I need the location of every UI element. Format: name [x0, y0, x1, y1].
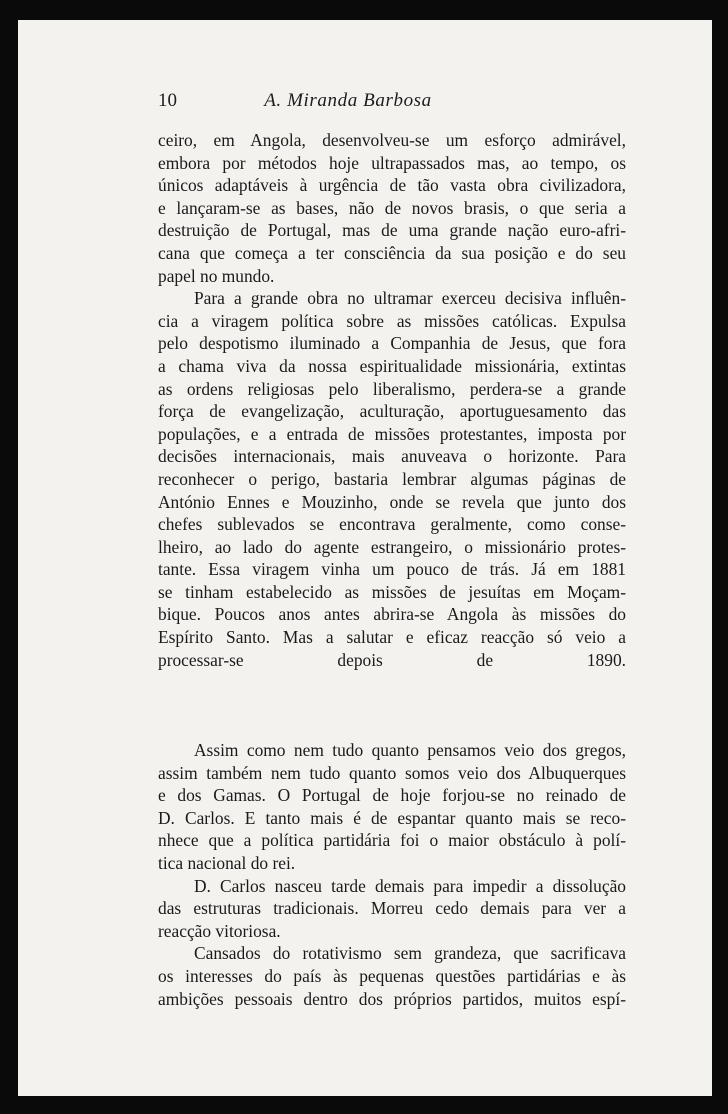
text-line: embora por métodos hoje ultrapassados mas, ao tempo, os	[158, 152, 626, 173]
text-line: assim também nem tudo quanto somos veio dos Albuquerques	[158, 762, 626, 783]
text-line: ceiro, em Angola, desenvolveu-se um esforço admirável,	[158, 130, 626, 150]
text-line: tante. Essa viragem vinha um pouco de trás. Já em 1881	[158, 559, 626, 580]
text-line: chefes sublevados se encontrava geralmente, como conse-	[158, 514, 626, 535]
text-line: e lançaram-se as bases, não de novos brasis, o que seria a	[158, 197, 626, 218]
text-line: ambições pessoais dentro dos próprios partidos, muitos espí-	[158, 988, 626, 1009]
paragraph	[158, 129, 626, 287]
text-line: cia a viragem política sobre as missões católicas. Expulsa	[158, 310, 626, 331]
text-line: destruição de Portugal, mas de uma grande nação euro-afri-	[158, 220, 626, 241]
text-line: nhece que a política partidária foi o maior obstáculo à polí-	[158, 830, 626, 851]
page-number: 10	[158, 90, 177, 111]
text-line: populações, e a entrada de missões protestantes, imposta por	[158, 423, 626, 444]
book-page	[18, 20, 712, 1096]
text-line: das estruturas tradicionais. Morreu cedo demais para ver a	[158, 898, 626, 919]
text-line: os interesses do país às pequenas questões partidárias e às	[158, 965, 626, 986]
text-line: se tinham estabelecido as missões de jesuítas em Moçam-	[158, 581, 626, 602]
text-line: cana que começa a ter consciência da sua posição e do seu	[158, 242, 626, 263]
text-line: decisões internacionais, mais anuveava o horizonte. Para	[158, 446, 626, 467]
text-line: Cansados do rotativismo sem grandeza, que sacrificava	[194, 943, 626, 964]
text-line: reacção vitoriosa.	[158, 920, 281, 941]
text-line: D. Carlos nasceu tarde demais para impedir a dissolução	[194, 875, 626, 896]
text-line: força de evangelização, aculturação, aportuguesamento das	[158, 401, 626, 422]
text-line: a chama viva da nossa espiritualidade missionária, extintas	[158, 355, 626, 376]
text-line: tica nacional do rei.	[158, 853, 296, 873]
text-line: Espírito Santo. Mas a salutar e eficaz reacção só veio a	[158, 627, 626, 648]
text-line	[158, 694, 626, 717]
running-title: A. Miranda Barbosa	[264, 90, 432, 111]
text-line: bique. Poucos anos antes abrira-se Angola às missões do	[158, 604, 626, 625]
paragraph-gap	[158, 716, 626, 739]
text-line: reconhecer o perigo, bastaria lembrar algumas páginas de	[158, 468, 626, 489]
paragraph	[158, 875, 626, 943]
paragraph	[158, 739, 626, 875]
text-line: Para a grande obra no ultramar exerceu decisiva influên-	[194, 288, 626, 309]
text-line: pelo despotismo iluminado a Companhia de Jesus, que fora	[158, 333, 626, 354]
paragraph	[158, 942, 626, 1010]
text-line: lheiro, ao lado do agente estrangeiro, o missionário protes-	[158, 536, 626, 557]
body-text	[158, 129, 626, 1010]
text-line: processar-se depois de 1890.	[158, 649, 626, 670]
text-line: únicos adaptáveis à urgência de tão vasta obra civilizadora,	[158, 175, 626, 196]
text-line: e dos Gamas. O Portugal de hoje forjou-se no reinado de	[158, 785, 626, 806]
text-line: Assim como nem tudo quanto pensamos veio dos gregos,	[194, 740, 626, 761]
text-line: papel no mundo.	[158, 265, 275, 286]
text-line	[158, 671, 626, 694]
running-head	[18, 90, 712, 116]
text-line: as ordens religiosas pelo liberalismo, perdera-se a grande	[158, 378, 626, 399]
paragraph	[158, 287, 626, 716]
text-line: António Ennes e Mouzinho, onde se revela que junto dos	[158, 491, 626, 512]
text-line: D. Carlos. E tanto mais é de espantar quanto mais se reco-	[158, 807, 626, 828]
